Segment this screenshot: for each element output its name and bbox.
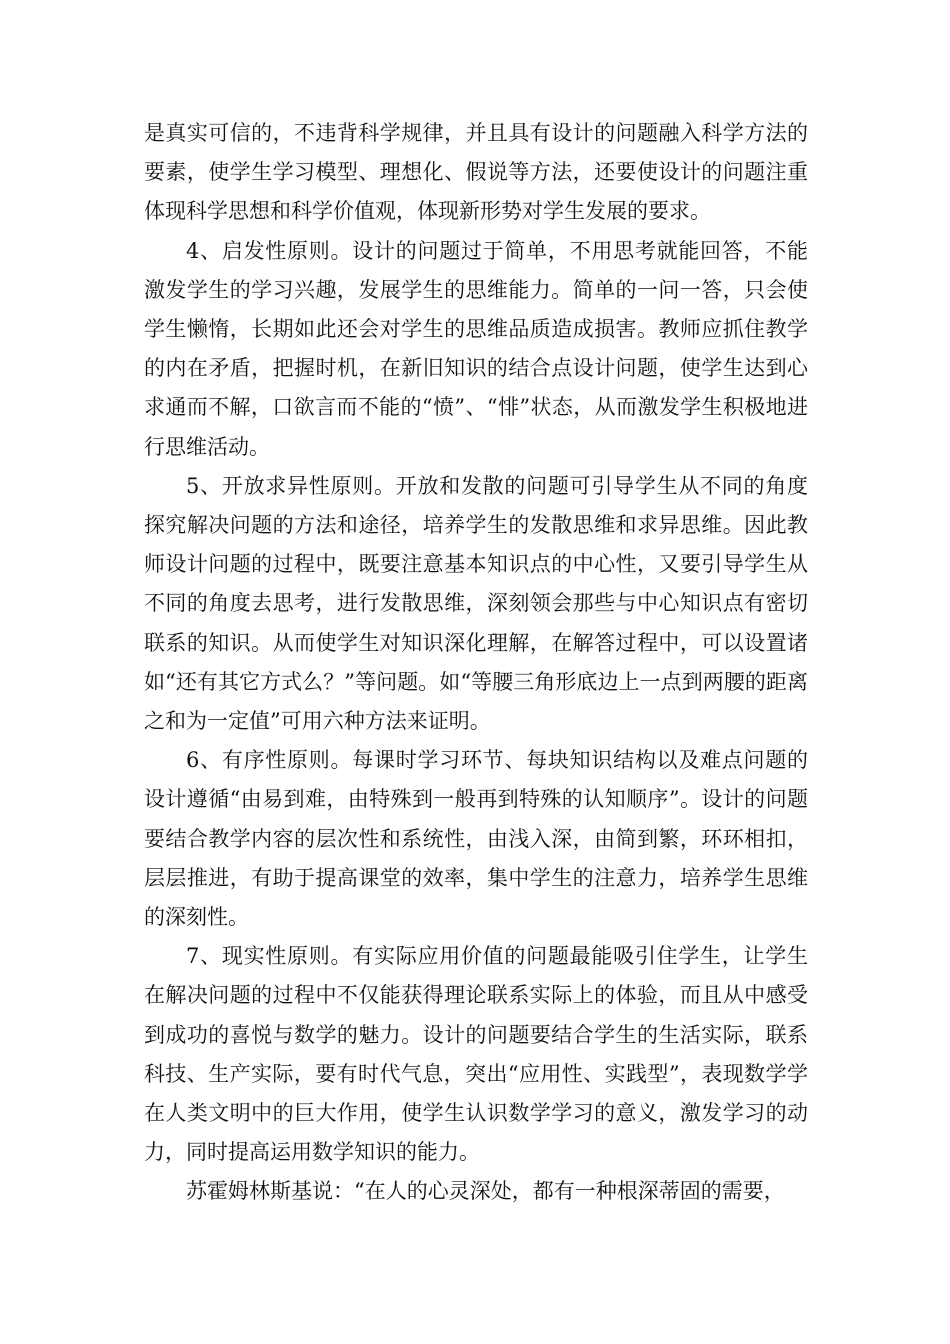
- paragraph-order-principle: 6、有序性原则。每课时学习环节、每块知识结构以及难点问题的设计遵循“由易到难，由特殊到一般再到特殊的认知顺序”。设计的问题要结合教学内容的层次性和系统性，由浅入深，由简到繁，环环相扣，层层推进，有助于提高课堂的效率，集中学生的注意力，培养学生思维的深刻性。: [144, 748, 808, 930]
- paragraph-openness-principle: 5、开放求异性原则。开放和发散的问题可引导学生从不同的角度探究解决问题的方法和途径，培养学生的发散思维和求异思维。因此教师设计问题的过程中，既要注意基本知识点的中心性，又要引导学生从不同的角度去思考，进行发散思维，深刻领会那些与中心知识点有密切联系的知识。从而使学生对知识深化理解，在解答过程中，可以设置诸如“还有其它方式么？”等问题。如“等腰三角形底边上一点到两腰的距离之和为一定值”可用六种方法来证明。: [144, 473, 808, 734]
- paragraph-reality-principle: 7、现实性原则。有实际应用价值的问题最能吸引住学生，让学生在解决问题的过程中不仅能获得理论联系实际上的体验，而且从中感受到成功的喜悦与数学的魅力。设计的问题要结合学生的生活实际，联系科技、生产实际，要有时代气息，突出“应用性、实践型”，表现数学学在人类文明中的巨大作用，使学生认识数学学习的意义，激发学习的动力，同时提高运用数学知识的能力。: [144, 944, 808, 1165]
- paragraph-sukhomlinsky-quote: 苏霍姆林斯基说：“在人的心灵深处，都有一种根深蒂固的需要，: [186, 1179, 785, 1204]
- paragraph-heuristic-principle: 4、启发性原则。设计的问题过于简单，不用思考就能回答，不能激发学生的学习兴趣，发展学生的思维能力。简单的一问一答，只会使学生懒惰，长期如此还会对学生的思维品质造成损害。教师应抓住教学的内在矛盾，把握时机，在新旧知识的结合点设计问题，使学生达到心求通而不解，口欲言而不能的“愤”、“悱”状态，从而激发学生积极地进行思维活动。: [144, 238, 808, 459]
- document-body: [144, 114, 808, 1212]
- paragraph-continuation: 是真实可信的，不违背科学规律，并且具有设计的问题融入科学方法的要素，使学生学习模型、理想化、假说等方法，还要使设计的问题注重体现科学思想和科学价值观，体现新形势对学生发展的要求。: [144, 121, 808, 224]
